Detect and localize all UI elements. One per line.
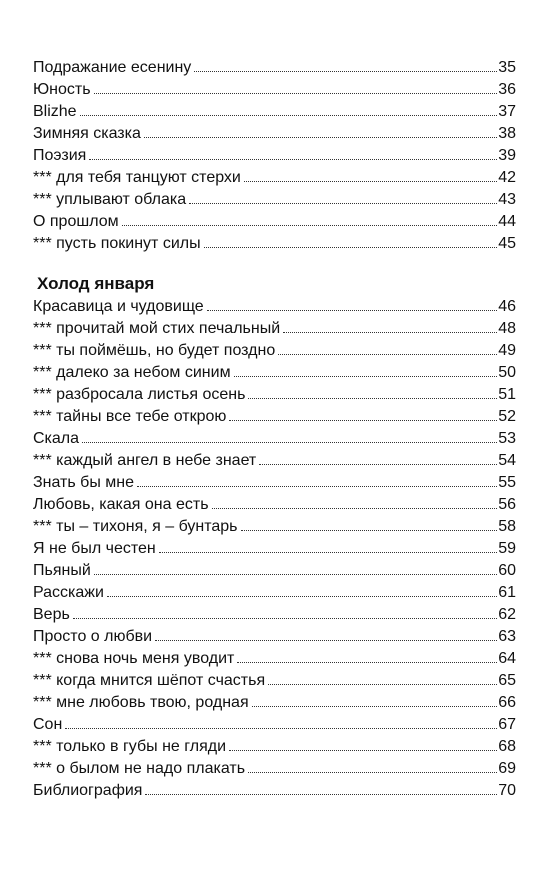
toc-entry-page-number: 59: [498, 540, 516, 557]
toc-dot-leader: [145, 794, 497, 795]
toc-dot-leader: [159, 552, 497, 553]
toc-dot-leader: [229, 750, 497, 751]
toc-dot-leader: [248, 772, 497, 773]
toc-entry-title: *** пусть покинут силы: [33, 235, 201, 252]
toc-entry-title: *** уплывают облака: [33, 191, 187, 208]
toc-dot-leader: [259, 464, 497, 465]
toc-entry-page-number: 63: [498, 628, 516, 645]
toc-entry-title: Я не был честен: [33, 540, 156, 557]
toc-dot-leader: [241, 530, 498, 531]
toc-entry-page-number: 44: [498, 213, 516, 230]
toc-entry: [33, 582, 516, 604]
toc-entry-page-number: 45: [498, 235, 516, 252]
toc-entry-page-number: 39: [498, 147, 516, 164]
toc-entry-page-number: 49: [498, 342, 516, 359]
toc-entry-title: Любовь, какая она есть: [33, 496, 209, 513]
toc-entry-page-number: 52: [498, 408, 516, 425]
toc-dot-leader: [237, 662, 497, 663]
toc-dot-leader: [194, 71, 497, 72]
toc-entry: [33, 450, 516, 472]
toc-entry: [33, 428, 516, 450]
toc-entry: [33, 736, 516, 758]
toc-entry-page-number: 62: [498, 606, 516, 623]
toc-entry-title: *** когда мнится шёпот счастья: [33, 672, 266, 689]
toc-entry: [33, 714, 516, 736]
toc-entry-title: *** каждый ангел в небе знает: [33, 452, 257, 469]
toc-entry-title: Зимняя сказка: [33, 125, 141, 142]
toc-entry: [33, 101, 516, 123]
toc-entry-page-number: 35: [498, 59, 516, 76]
toc-entry: [33, 233, 516, 255]
toc-entry: [33, 167, 516, 189]
toc-entry-title: *** ты – тихоня, я – бунтарь: [33, 518, 238, 535]
toc-entry: [33, 494, 516, 516]
toc-entry: [33, 145, 516, 167]
toc-dot-leader: [107, 596, 497, 597]
toc-entry: [33, 318, 516, 340]
toc-entry-title: Библиография: [33, 782, 143, 799]
toc-entry-page-number: 37: [498, 103, 516, 120]
toc-dot-leader: [207, 310, 498, 311]
toc-entry-title: Blizhe: [33, 103, 77, 120]
toc-entry-title: *** о былом не надо плакать: [33, 760, 246, 777]
toc-entry-page-number: 51: [498, 386, 516, 403]
toc-entry: [33, 340, 516, 362]
toc-entry-title: Подражание есенину: [33, 59, 192, 76]
toc-dot-leader: [73, 618, 497, 619]
toc-list-part-2: [33, 296, 516, 802]
toc-dot-leader: [244, 181, 497, 182]
toc-entry-title: *** тайны все тебе открою: [33, 408, 227, 425]
toc-entry: [33, 538, 516, 560]
toc-entry-page-number: 66: [498, 694, 516, 711]
toc-entry-page-number: 70: [498, 782, 516, 799]
toc-entry-title: О прошлом: [33, 213, 119, 230]
toc-entry-title: *** далеко за небом синим: [33, 364, 231, 381]
toc-entry: [33, 692, 516, 714]
toc-entry: [33, 79, 516, 101]
toc-dot-leader: [283, 332, 497, 333]
toc-entry-page-number: 68: [498, 738, 516, 755]
toc-entry-page-number: 48: [498, 320, 516, 337]
toc-dot-leader: [89, 159, 497, 160]
toc-entry-title: Просто о любви: [33, 628, 153, 645]
toc-entry: [33, 780, 516, 802]
toc-entry: [33, 670, 516, 692]
toc-dot-leader: [278, 354, 497, 355]
toc-dot-leader: [248, 398, 497, 399]
toc-entry-page-number: 55: [498, 474, 516, 491]
toc-dot-leader: [80, 115, 498, 116]
toc-entry-page-number: 69: [498, 760, 516, 777]
toc-entry-title: Расскажи: [33, 584, 104, 601]
toc-entry-page-number: 50: [498, 364, 516, 381]
toc-dot-leader: [82, 442, 497, 443]
toc-entry-title: Верь: [33, 606, 70, 623]
toc-dot-leader: [137, 486, 497, 487]
toc-entry-title: *** прочитай мой стих печальный: [33, 320, 281, 337]
toc-dot-leader: [122, 225, 498, 226]
toc-entry: [33, 296, 516, 318]
toc-entry: [33, 211, 516, 233]
toc-entry: [33, 384, 516, 406]
toc-dot-leader: [155, 640, 497, 641]
toc-entry: [33, 604, 516, 626]
toc-entry-page-number: 36: [498, 81, 516, 98]
toc-entry-title: Юность: [33, 81, 91, 98]
toc-entry-page-number: 61: [498, 584, 516, 601]
toc-entry-title: Поэзия: [33, 147, 87, 164]
toc-entry-title: Красавица и чудовище: [33, 298, 204, 315]
toc-entry-title: *** для тебя танцуют стерхи: [33, 169, 241, 186]
toc-entry-title: Пьяный: [33, 562, 91, 579]
toc-entry: [33, 560, 516, 582]
toc-dot-leader: [212, 508, 498, 509]
toc-entry-page-number: 54: [498, 452, 516, 469]
toc-entry-page-number: 67: [498, 716, 516, 733]
toc-entry: [33, 648, 516, 670]
toc-entry-page-number: 43: [498, 191, 516, 208]
toc-dot-leader: [189, 203, 497, 204]
toc-entry-title: Скала: [33, 430, 80, 447]
toc-dot-leader: [94, 574, 497, 575]
toc-entry: [33, 406, 516, 428]
toc-dot-leader: [94, 93, 498, 94]
toc-entry-title: *** мне любовь твою, родная: [33, 694, 249, 711]
toc-entry: [33, 516, 516, 538]
toc-entry-title: *** снова ночь меня уводит: [33, 650, 235, 667]
toc-dot-leader: [268, 684, 497, 685]
toc-entry-page-number: 38: [498, 125, 516, 142]
toc-entry-page-number: 46: [498, 298, 516, 315]
section-heading: Холод января: [37, 274, 155, 293]
toc-list-part-1: [33, 57, 516, 255]
toc-dot-leader: [204, 247, 498, 248]
toc-entry: [33, 362, 516, 384]
toc-entry-page-number: 58: [498, 518, 516, 535]
toc-entry: [33, 758, 516, 780]
toc-dot-leader: [252, 706, 498, 707]
toc-entry-page-number: 56: [498, 496, 516, 513]
toc-entry-page-number: 65: [498, 672, 516, 689]
toc-dot-leader: [234, 376, 498, 377]
toc-entry-page-number: 53: [498, 430, 516, 447]
toc-entry: [33, 626, 516, 648]
toc-dot-leader: [65, 728, 497, 729]
toc-entry-page-number: 60: [498, 562, 516, 579]
toc-entry-title: *** разбросала листья осень: [33, 386, 246, 403]
toc-entry: [33, 123, 516, 145]
toc-entry-title: *** только в губы не гляди: [33, 738, 227, 755]
toc-entry-title: Сон: [33, 716, 63, 733]
toc-entry: [33, 57, 516, 79]
toc-entry: [33, 189, 516, 211]
toc-dot-leader: [229, 420, 497, 421]
toc-dot-leader: [144, 137, 497, 138]
toc-entry-title: Знать бы мне: [33, 474, 134, 491]
toc-entry-page-number: 42: [498, 169, 516, 186]
toc-entry: [33, 472, 516, 494]
toc-entry-page-number: 64: [498, 650, 516, 667]
toc-entry-title: *** ты поймёшь, но будет поздно: [33, 342, 276, 359]
